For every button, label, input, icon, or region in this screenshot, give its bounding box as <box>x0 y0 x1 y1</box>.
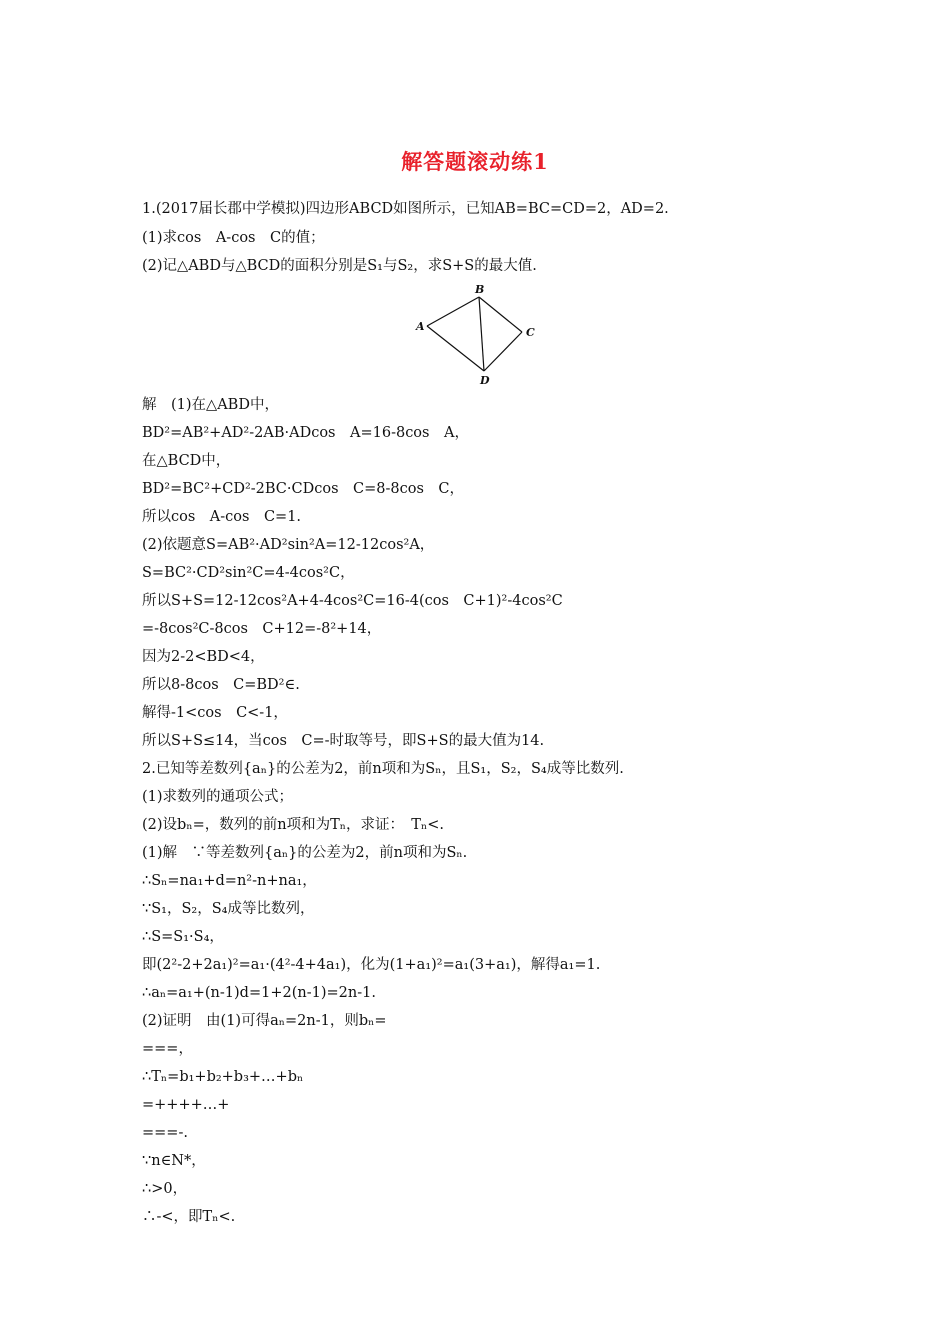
text-line: 所以S+S=12-12cos²A+4-4cos²C=16-4(cos C+1)²-4cos²C <box>142 593 563 609</box>
text-line: 因为2-2<BD<4， <box>142 649 265 665</box>
edge-ad <box>427 326 484 371</box>
text-line: ===-. <box>142 1125 188 1141</box>
text-line: =-8cos²C-8cos C+12=-8²+14， <box>142 621 382 637</box>
text-line: 所以S+S≤14，当cos C=-时取等号，即S+S的最大值为14. <box>142 733 545 749</box>
text-line: S=BC²·CD²sin²C=4-4cos²C， <box>142 565 355 581</box>
text-line: 在△BCD中， <box>142 453 231 469</box>
text-line: ∴Tₙ=b₁+b₂+b₃+…+bₙ <box>142 1069 304 1085</box>
edge-bc <box>479 297 522 332</box>
vertex-label-b: B <box>475 283 485 296</box>
quadrilateral-figure <box>405 282 545 390</box>
edge-cd <box>484 332 522 371</box>
text-line: 所以8-8cos C=BD²∈. <box>142 677 300 693</box>
page-title: 解答题滚动练1 <box>401 149 549 174</box>
text-line: 2.已知等差数列{aₙ}的公差为2，前n项和为Sₙ，且S₁，S₂，S₄成等比数列. <box>142 761 624 777</box>
vertex-label-d: D <box>480 374 490 387</box>
text-line: (2)设bₙ=，数列的前n项和为Tₙ，求证： Tₙ<. <box>142 817 444 833</box>
text-line: ∴Sₙ=na₁+d=n²-n+na₁， <box>142 873 317 889</box>
text-line: ∴-<，即Tₙ<. <box>142 1209 236 1225</box>
text-line: 解 (1)在△ABD中， <box>142 397 279 413</box>
edge-ab <box>427 297 479 326</box>
text-line: ∴aₙ=a₁+(n-1)d=1+2(n-1)=2n-1. <box>142 985 376 1001</box>
text-line: (2)证明 由(1)可得aₙ=2n-1，则bₙ= <box>142 1013 387 1029</box>
text-line: ∵S₁，S₂，S₄成等比数列， <box>142 901 315 917</box>
text-line: ∴>0， <box>142 1181 188 1197</box>
text-line: BD²=AB²+AD²-2AB·ADcos A=16-8cos A， <box>142 425 469 441</box>
text-line: BD²=BC²+CD²-2BC·CDcos C=8-8cos C， <box>142 481 465 497</box>
edge-bd <box>479 297 484 371</box>
text-line: 1.(2017届长郡中学模拟)四边形ABCD如图所示，已知AB=BC=CD=2，AD=2. <box>142 201 669 217</box>
text-line: (2)记△ABD与△BCD的面积分别是S₁与S₂，求S+S的最大值. <box>142 258 537 274</box>
text-line: =++++…+ <box>142 1097 230 1113</box>
text-line: (1)求数列的通项公式； <box>142 789 294 805</box>
text-line: ===， <box>142 1041 193 1057</box>
vertex-label-c: C <box>526 326 535 339</box>
quadrilateral-diagram <box>405 282 545 390</box>
text-line: (1)解 ∵等差数列{aₙ}的公差为2，前n项和为Sₙ. <box>142 845 468 861</box>
text-line: 解得-1<cos C<-1， <box>142 705 288 721</box>
text-line: (1)求cos A-cos C的值； <box>142 230 325 246</box>
text-line: (2)依题意S=AB²·AD²sin²A=12-12cos²A， <box>142 537 435 553</box>
text-line: ∵n∈N*， <box>142 1153 206 1169</box>
text-line: ∴S=S₁·S₄， <box>142 929 224 945</box>
text-line: 所以cos A-cos C=1. <box>142 509 302 525</box>
text-line: 即(2²-2+2a₁)²=a₁·(4²-4+4a₁)，化为(1+a₁)²=a₁(3+a₁)，解得a₁=1. <box>142 957 601 973</box>
vertex-label-a: A <box>416 320 425 333</box>
